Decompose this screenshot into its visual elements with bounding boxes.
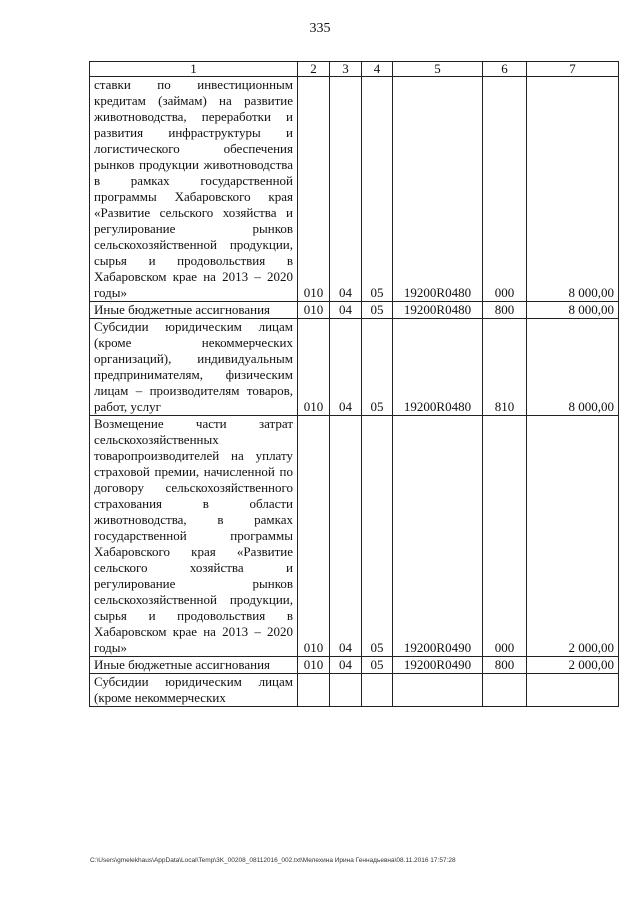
cell-col-6: 800 xyxy=(483,657,527,674)
row-description: Субсидии юридическим лицам (кроме некоммерческих организаций), индивидуальным предпринимателям, физическим лицам – производителям товаров, работ, услуг xyxy=(90,319,298,416)
cell-col-2: 010 xyxy=(298,302,330,319)
cell-col-6: 800 xyxy=(483,302,527,319)
cell-amount: 8 000,00 xyxy=(527,319,619,416)
cell-col-3: 04 xyxy=(330,302,362,319)
cell-col-5: 19200R0480 xyxy=(393,77,483,302)
header-col-3: 3 xyxy=(330,62,362,77)
table-row xyxy=(90,657,619,674)
table-row xyxy=(90,319,619,416)
row-description: Субсидии юридическим лицам (кроме некоммерческих xyxy=(90,674,298,707)
header-col-7: 7 xyxy=(527,62,619,77)
cell-col-4: 05 xyxy=(362,319,393,416)
cell-col-5: 19200R0490 xyxy=(393,416,483,657)
row-description: Возмещение части затрат сельскохозяйственных товаропроизводителей на уплату страховой премии, начисленной по договору сельскохозяйственного страхования в области животноводства, в рамках государственной программы Хабаровского края «Развитие сельского хозяйства и регулирование рынков сельскохозяйственной продукции, сырья и продовольствия в Хабаровском крае на 2013 – 2020 годы» xyxy=(90,416,298,657)
cell-col-6: 000 xyxy=(483,416,527,657)
header-col-5: 5 xyxy=(393,62,483,77)
header-col-4: 4 xyxy=(362,62,393,77)
table-row xyxy=(90,77,619,302)
cell-col-5: 19200R0480 xyxy=(393,319,483,416)
cell-amount xyxy=(527,674,619,707)
cell-amount: 2 000,00 xyxy=(527,657,619,674)
cell-amount: 8 000,00 xyxy=(527,302,619,319)
row-description: ставки по инвестиционным кредитам (займам) на развитие животноводства, переработки и развития инфраструктуры и логистического обеспечения рынков продукции животноводства в рамках государственной программы Хабаровского края «Развитие сельского хозяйства и регулирование рынков сельскохозяйственной продукции, сырья и продовольствия в Хабаровском крае на 2013 – 2020 годы» xyxy=(90,77,298,302)
cell-col-3: 04 xyxy=(330,319,362,416)
cell-amount: 2 000,00 xyxy=(527,416,619,657)
header-col-6: 6 xyxy=(483,62,527,77)
cell-col-4: 05 xyxy=(362,657,393,674)
budget-table xyxy=(89,61,619,707)
cell-col-3 xyxy=(330,674,362,707)
row-description: Иные бюджетные ассигнования xyxy=(90,302,298,319)
cell-col-2 xyxy=(298,674,330,707)
footer-file-path: C:\Users\gmelekhaus\AppData\Local\Temp\3K_00208_08112016_002.txt\Мелехина Ирина Геннадьевна\08.11.2016 17:57:28 xyxy=(90,857,456,864)
cell-col-3: 04 xyxy=(330,657,362,674)
cell-col-2: 010 xyxy=(298,416,330,657)
cell-col-5: 19200R0490 xyxy=(393,657,483,674)
header-col-1: 1 xyxy=(90,62,298,77)
header-col-2: 2 xyxy=(298,62,330,77)
cell-col-3: 04 xyxy=(330,416,362,657)
table-row xyxy=(90,674,619,707)
row-description: Иные бюджетные ассигнования xyxy=(90,657,298,674)
cell-amount: 8 000,00 xyxy=(527,77,619,302)
cell-col-2: 010 xyxy=(298,657,330,674)
cell-col-4: 05 xyxy=(362,416,393,657)
header-row xyxy=(90,62,619,77)
cell-col-6 xyxy=(483,674,527,707)
cell-col-2: 010 xyxy=(298,319,330,416)
cell-col-4 xyxy=(362,674,393,707)
page-number: 335 xyxy=(309,21,331,36)
cell-col-6: 810 xyxy=(483,319,527,416)
cell-col-4: 05 xyxy=(362,302,393,319)
cell-col-6: 000 xyxy=(483,77,527,302)
cell-col-2: 010 xyxy=(298,77,330,302)
cell-col-3: 04 xyxy=(330,77,362,302)
table-row xyxy=(90,416,619,657)
cell-col-4: 05 xyxy=(362,77,393,302)
cell-col-5: 19200R0480 xyxy=(393,302,483,319)
table-row xyxy=(90,302,619,319)
cell-col-5 xyxy=(393,674,483,707)
